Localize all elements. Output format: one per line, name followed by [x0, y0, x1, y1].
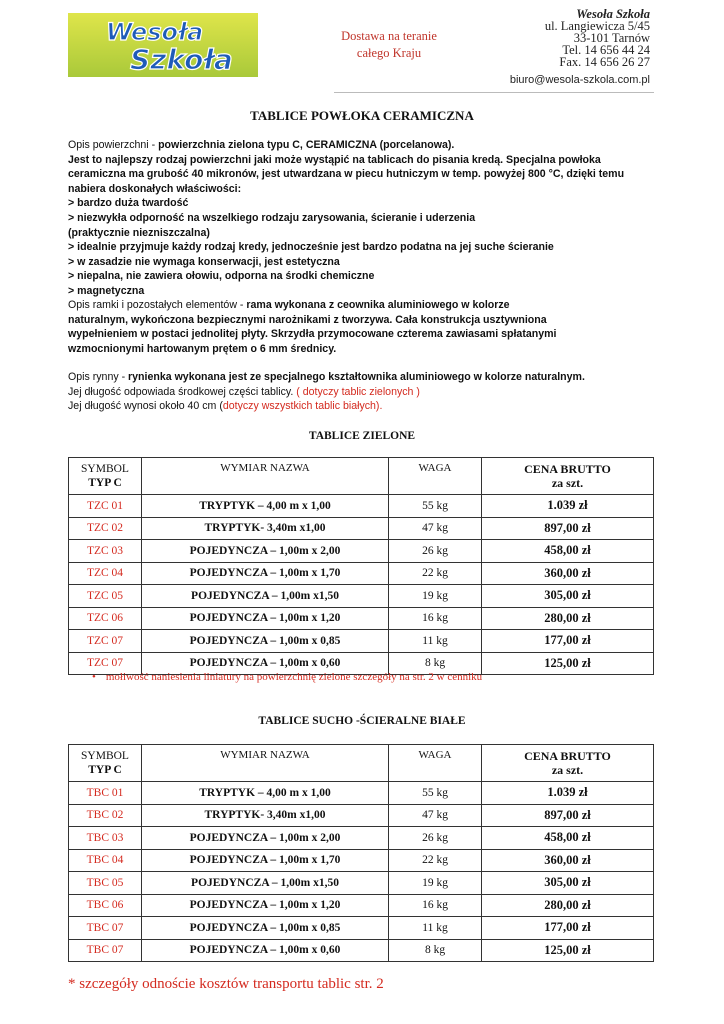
symbol-header-label: SYMBOL	[81, 750, 129, 762]
frame-description	[68, 298, 668, 356]
fax: Fax. 14 656 26 27	[559, 55, 650, 69]
cell-weight: 8 kg	[389, 652, 482, 675]
white-boards-table	[68, 744, 654, 962]
cell-symbol: TZC 04	[69, 562, 142, 585]
cell-symbol: TZC 02	[69, 517, 142, 540]
cell-symbol: TZC 06	[69, 607, 142, 630]
table-row	[69, 917, 654, 940]
table-row	[69, 804, 654, 827]
shipping-line-2: całego Kraju	[356, 46, 422, 60]
green-boards-table	[68, 457, 654, 675]
cell-name: POJEDYNCZA – 1,00m x 2,00	[142, 540, 389, 563]
cell-name: POJEDYNCZA – 1,00m x1,50	[142, 585, 389, 608]
cell-symbol: TBC 02	[69, 804, 142, 827]
cell-symbol: TZC 07	[69, 630, 142, 653]
page-title: TABLICE POWŁOKA CERAMICZNA	[250, 108, 474, 123]
cell-weight: 19 kg	[389, 585, 482, 608]
cell-symbol: TBC 03	[69, 827, 142, 850]
frame-line: naturalnym, wykończona bezpiecznymi narożnikami z tworzywa. Cała konstrukcja usztywniona	[68, 313, 547, 326]
liniature-note	[92, 671, 482, 683]
cell-name: POJEDYNCZA – 1,00m x 0,60	[142, 652, 389, 675]
cell-symbol: TBC 05	[69, 872, 142, 895]
cell-weight: 47 kg	[389, 804, 482, 827]
weight-header: WAGA	[389, 458, 482, 495]
surface-line: nabiera doskonałych właściwości:	[68, 182, 242, 195]
logo-graphic	[68, 13, 258, 77]
surface-line: > niezwykła odporność na wszelkiego rodzaju zarysowania, ścieranie i uderzenia	[68, 211, 476, 224]
cell-symbol: TZC 01	[69, 495, 142, 518]
cell-weight: 16 kg	[389, 894, 482, 917]
table-row	[69, 495, 654, 518]
symbol-header	[69, 745, 142, 782]
company-name: Wesoła Szkoła	[576, 7, 650, 21]
table-row	[69, 827, 654, 850]
symbol-header	[69, 458, 142, 495]
frame-label: Opis ramki i pozostałych elementów -	[68, 299, 247, 311]
cell-price: 280,00 zł	[482, 607, 654, 630]
cell-weight: 47 kg	[389, 517, 482, 540]
cell-name: TRYPTYK – 4,00 m x 1,00	[142, 495, 389, 518]
company-logo	[68, 13, 258, 77]
trough-value: rynienka wykonana jest ze specjalnego kształtownika aluminiowego w kolorze naturalnym.	[128, 371, 585, 383]
frame-value: rama wykonana z ceownika aluminiowego w kolorze	[246, 299, 510, 311]
table-row	[69, 894, 654, 917]
trough-line-3: Jej długość wynosi około 40 cm (	[68, 400, 223, 413]
bullet-icon: •	[92, 671, 96, 683]
cell-name: POJEDYNCZA – 1,00m x 1,20	[142, 894, 389, 917]
liniature-note-text: mołiwość naniesienia liniatury na powierzchnię zielone szczegóły na str. 2 w cenniku	[105, 671, 483, 683]
cell-weight: 26 kg	[389, 540, 482, 563]
table-row	[69, 585, 654, 608]
trough-note-white: dotyczy wszystkich tablic białych).	[222, 400, 383, 413]
table-header	[69, 745, 654, 782]
table-header	[69, 458, 654, 495]
cell-weight: 55 kg	[389, 782, 482, 805]
address-street: ul. Langiewicza 5/45	[544, 19, 650, 33]
cell-symbol: TZC 07	[69, 652, 142, 675]
surface-line: > bardzo duża twardość	[68, 197, 189, 210]
price-header	[482, 745, 654, 782]
cell-weight: 26 kg	[389, 827, 482, 850]
per-header-label: za szt.	[551, 476, 584, 490]
cell-weight: 11 kg	[389, 917, 482, 940]
table-row	[69, 939, 654, 962]
white-boards-title: TABLICE SUCHO -ŚCIERALNE BIAŁE	[258, 715, 466, 727]
cell-symbol: TBC 06	[69, 894, 142, 917]
cell-name: TRYPTYK – 4,00 m x 1,00	[142, 782, 389, 805]
cell-price: 360,00 zł	[482, 562, 654, 585]
cell-price: 1.039 zł	[482, 495, 654, 518]
per-header-label: za szt.	[551, 763, 584, 777]
cell-price: 177,00 zł	[482, 630, 654, 653]
transport-footnote: * szczegóły odnoście kosztów transportu tablic str. 2	[68, 976, 384, 992]
svg-text:Wesoła: Wesoła	[106, 18, 204, 46]
table-row	[69, 517, 654, 540]
cell-name: POJEDYNCZA – 1,00m x 1,70	[142, 562, 389, 585]
trough-description	[68, 370, 668, 414]
cell-price: 360,00 zł	[482, 849, 654, 872]
cell-price: 1.039 zł	[482, 782, 654, 805]
cell-price: 305,00 zł	[482, 872, 654, 895]
cell-price: 897,00 zł	[482, 804, 654, 827]
cell-price: 458,00 zł	[482, 827, 654, 850]
type-header-label: TYP C	[88, 477, 122, 489]
surface-line: > niepalna, nie zawiera ołowiu, odporna na środki chemiczne	[68, 270, 375, 283]
surface-description	[68, 138, 668, 299]
frame-line: wzmocnionymi hartowanym prętem o 6 mm średnicy.	[68, 342, 337, 355]
table-row	[69, 630, 654, 653]
name-header: WYMIAR NAZWA	[142, 458, 389, 495]
cell-weight: 22 kg	[389, 562, 482, 585]
weight-header: WAGA	[389, 745, 482, 782]
table-row	[69, 607, 654, 630]
cell-weight: 8 kg	[389, 939, 482, 962]
cell-price: 177,00 zł	[482, 917, 654, 940]
cell-symbol: TZC 05	[69, 585, 142, 608]
surface-line: > w zasadzie nie wymaga konserwacji, jest estetyczna	[68, 255, 340, 268]
price-header-label: CENA BRUTTO	[524, 749, 611, 763]
surface-line: > magnetyczna	[68, 284, 145, 297]
price-header-label: CENA BRUTTO	[524, 462, 611, 476]
cell-symbol: TBC 07	[69, 939, 142, 962]
cell-price: 125,00 zł	[482, 939, 654, 962]
cell-price: 280,00 zł	[482, 894, 654, 917]
shipping-info	[334, 28, 444, 62]
address-city: 33-101 Tarnów	[573, 31, 650, 45]
cell-name: TRYPTYK- 3,40m x1,00	[142, 517, 389, 540]
cell-price: 125,00 zł	[482, 652, 654, 675]
cell-name: POJEDYNCZA – 1,00m x 2,00	[142, 827, 389, 850]
cell-name: POJEDYNCZA – 1,00m x1,50	[142, 872, 389, 895]
cell-name: POJEDYNCZA – 1,00m x 1,20	[142, 607, 389, 630]
cell-price: 305,00 zł	[482, 585, 654, 608]
table-row	[69, 849, 654, 872]
cell-weight: 55 kg	[389, 495, 482, 518]
cell-symbol: TBC 01	[69, 782, 142, 805]
trough-line-2: Jej długość odpowiada środkowej części tablicy.	[68, 385, 297, 398]
cell-weight: 22 kg	[389, 849, 482, 872]
cell-price: 897,00 zł	[482, 517, 654, 540]
surface-line: ceramiczna ma grubość 40 mikronów, jest utwardzana w piecu hutniczym w temp. powyżej 800 °C, dzięki temu	[68, 168, 625, 181]
cell-weight: 16 kg	[389, 607, 482, 630]
surface-line: Jest to najlepszy rodzaj powierzchni jaki może wystąpić na tablicach do pisania kredą. Specjalna powłoka	[68, 153, 601, 166]
cell-price: 458,00 zł	[482, 540, 654, 563]
trough-label: Opis rynny -	[68, 371, 129, 383]
cell-name: TRYPTYK- 3,40m x1,00	[142, 804, 389, 827]
table-row	[69, 562, 654, 585]
cell-name: POJEDYNCZA – 1,00m x 0,85	[142, 917, 389, 940]
cell-weight: 19 kg	[389, 872, 482, 895]
header-divider	[334, 92, 654, 93]
symbol-header-label: SYMBOL	[81, 463, 129, 475]
green-boards-title: TABLICE ZIELONE	[308, 430, 416, 442]
svg-text:Szkoła: Szkoła	[130, 43, 233, 76]
cell-name: POJEDYNCZA – 1,00m x 0,60	[142, 939, 389, 962]
cell-weight: 11 kg	[389, 630, 482, 653]
price-header	[482, 458, 654, 495]
name-header: WYMIAR NAZWA	[142, 745, 389, 782]
surface-label: Opis powierzchni -	[68, 139, 159, 151]
surface-line: > idealnie przyjmuje każdy rodzaj kredy, jednocześnie jest bardzo podatna na jej suche ścieranie	[68, 241, 554, 254]
company-contact	[500, 8, 650, 86]
cell-symbol: TBC 04	[69, 849, 142, 872]
cell-symbol: TBC 07	[69, 917, 142, 940]
cell-name: POJEDYNCZA – 1,00m x 1,70	[142, 849, 389, 872]
cell-name: POJEDYNCZA – 1,00m x 0,85	[142, 630, 389, 653]
trough-note-green: ( dotyczy tablic zielonych )	[296, 385, 420, 398]
phone: Tel. 14 656 44 24	[562, 43, 650, 57]
table-row	[69, 540, 654, 563]
email-link[interactable]: biuro@wesola-szkola.com.pl	[509, 74, 650, 86]
surface-value: powierzchnia zielona typu C, CERAMICZNA (porcelanowa).	[158, 139, 455, 151]
frame-line: wypełnieniem w postaci jednolitej płyty. Skrzydła przymocowane czterema zawiasami spłatanymi	[68, 328, 557, 341]
shipping-line-1: Dostawa na teranie	[341, 29, 437, 43]
table-row	[69, 872, 654, 895]
cell-symbol: TZC 03	[69, 540, 142, 563]
table-row	[69, 782, 654, 805]
type-header-label: TYP C	[88, 764, 122, 776]
surface-line: (praktycznie niezniszczalna)	[68, 226, 210, 239]
